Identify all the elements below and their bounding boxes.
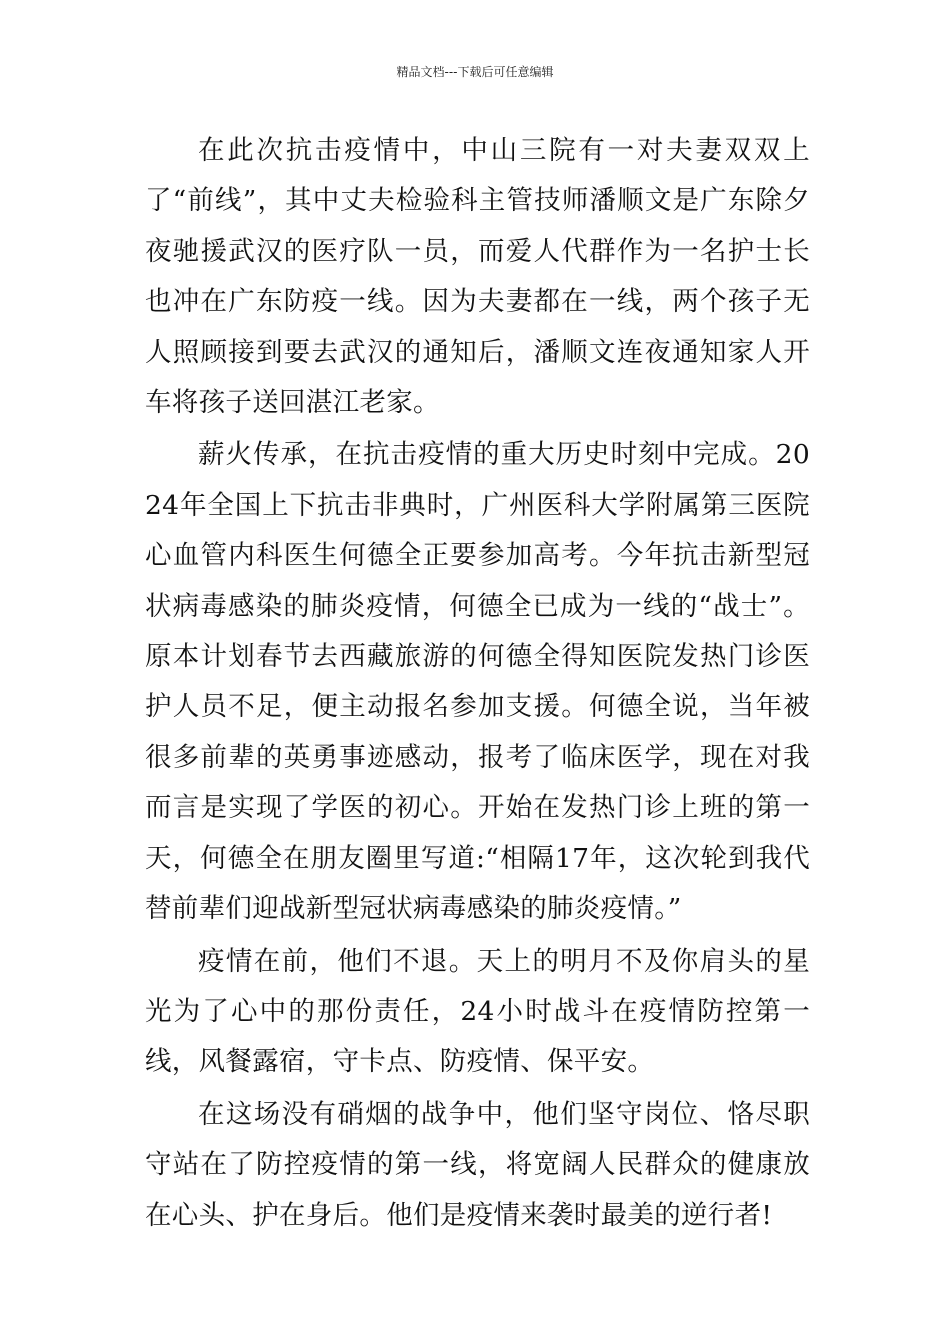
- paragraph-2: 薪火传承，在抗击疫情的重大历史时刻中完成。2024年全国上下抗击非典时，广州医科大学附属第三医院心血管内科医生何德全正要参加高考。今年抗击新型冠状病毒感染的肺炎疫情，何德全已成为一线的“战士”。原本计划春节去西藏旅游的何德全得知医院发热门诊医护人员不足，便主动报名参加支援。何德全说，当年被很多前辈的英勇事迹感动，报考了临床医学，现在对我而言是实现了学医的初心。开始在发热门诊上班的第一天，何德全在朋友圈里写道:“相隔17年，这次轮到我代替前辈们迎战新型冠状病毒感染的肺炎疫情。”: [145, 439, 810, 925]
- page-header: 精品文档---下载后可任意编辑: [396, 65, 554, 79]
- document-body: [145, 126, 810, 1243]
- paragraph-3: 疫情在前，他们不退。天上的明月不及你肩头的星光为了心中的那份责任，24小时战斗在疫情防控第一线，风餐露宿，守卡点、防疫情、保平安。: [145, 945, 810, 1078]
- paragraph-4: 在这场没有硝烟的战争中，他们坚守岗位、恪尽职守站在了防控疫情的第一线，将宽阔人民群众的健康放在心头、护在身后。他们是疫情来袭时最美的逆行者!: [145, 1098, 810, 1231]
- paragraph-1: 在此次抗击疫情中，中山三院有一对夫妻双双上了“前线”，其中丈夫检验科主管技师潘顺文是广东除夕夜驰援武汉的医疗队一员，而爱人代群作为一名护士长也冲在广东防疫一线。因为夫妻都在一线，两个孩子无人照顾接到要去武汉的通知后，潘顺文连夜通知家人开车将孩子送回湛江老家。: [145, 135, 810, 419]
